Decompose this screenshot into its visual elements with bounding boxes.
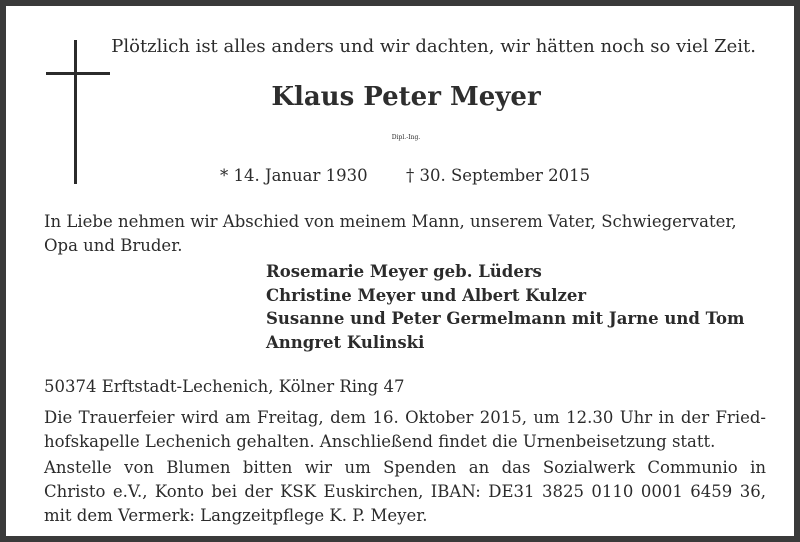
academic-degree: Dipl.-Ing. [391,134,421,141]
mourner: Rosemarie Meyer geb. Lüders [266,262,542,281]
death-date: † 30. September 2015 [406,166,591,185]
farewell-text [44,210,766,258]
mourner: Christine Meyer und Albert Kulzer [266,285,587,305]
funeral-line: hofskapelle Lechenich gehalten. Anschließend findet die Urnenbeisetzung statt. [44,432,716,451]
farewell-line: In Liebe nehmen wir Abschied von meinem Mann, unserem Vater, Schwiegervater, [44,212,737,231]
funeral-info [44,406,766,454]
donation-info [44,456,766,528]
farewell-line: Opa und Bruder. [44,236,183,255]
address [44,375,766,399]
deceased-name: Klaus Peter Meyer [271,82,541,112]
mourner: Anngret Kulinski [266,332,425,352]
mourner: Susanne und Peter Germelmann mit Jarne und Tom [266,309,745,328]
birth-date: * 14. Januar 1930 [220,166,368,185]
funeral-line: Die Trauerfeier wird am Freitag, dem 16. Oktober 2015, um 12.30 Uhr in der Fried- [44,408,766,427]
cross-icon [46,40,110,184]
donation-line: mit dem Vermerk: Langzeitpflege K. P. Meyer. [44,506,428,525]
mourners-list [266,260,744,354]
address-line: 50374 Erftstadt-Lechenich, Kölner Ring 47 [44,377,405,396]
motto: Plötzlich ist alles anders und wir dachten, wir hätten noch so viel Zeit. [111,36,756,57]
donation-line: Anstelle von Blumen bitten wir um Spenden an das Sozialwerk Communio in [44,458,766,477]
donation-line: Christo e.V., Konto bei der KSK Euskirchen, IBAN: DE31 3825 0110 0001 6459 36, [44,482,766,501]
